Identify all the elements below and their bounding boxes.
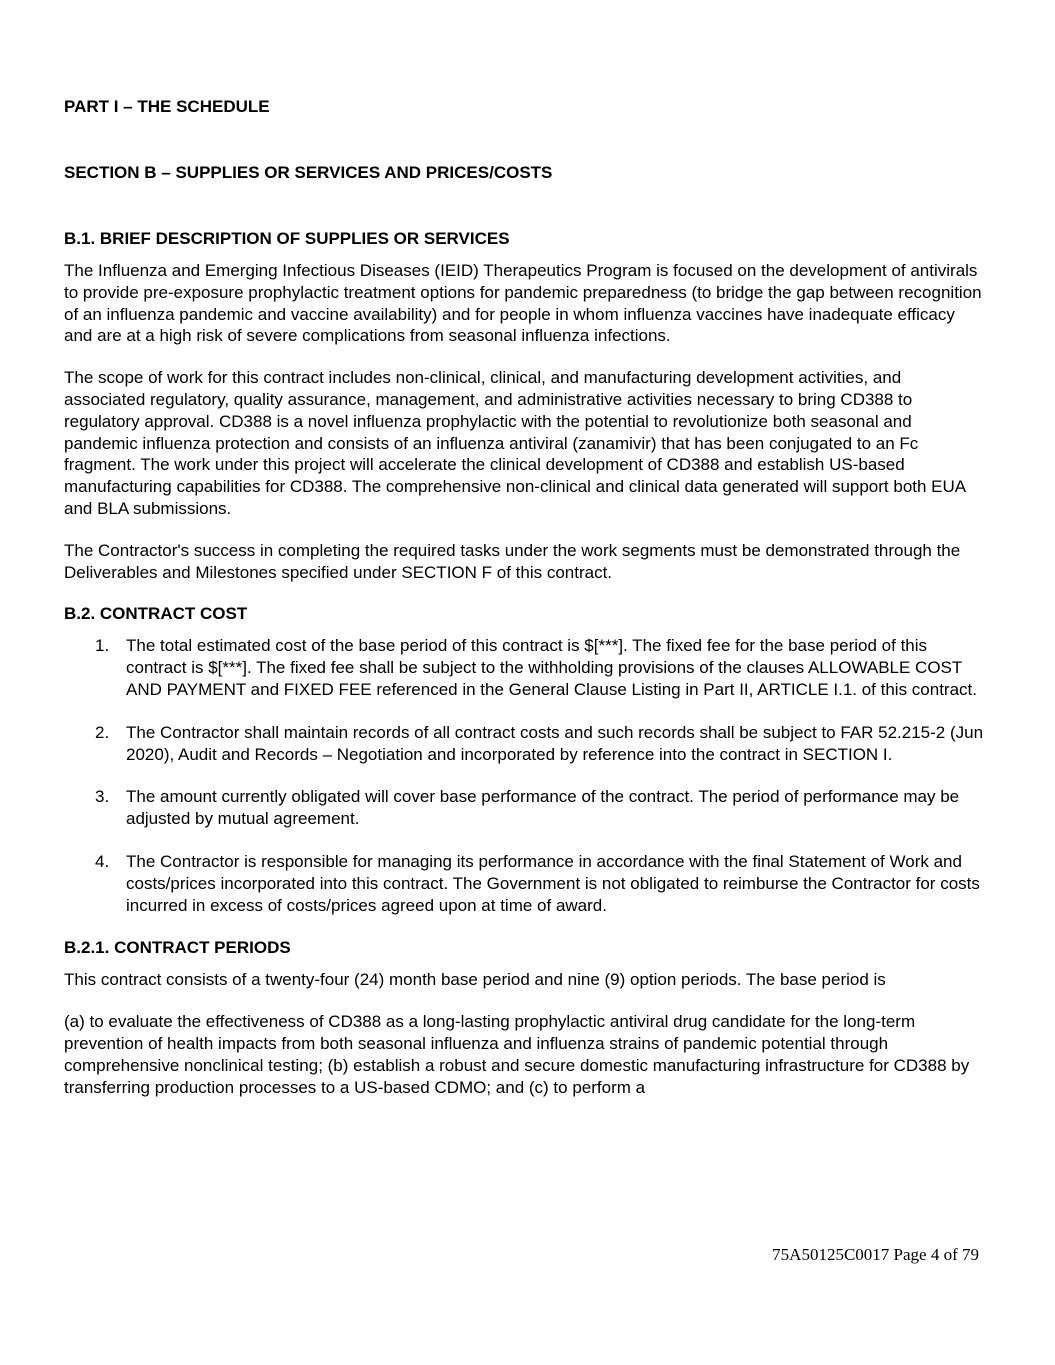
list-text: The Contractor shall maintain records of all contract costs and such records shall be subject to FAR 52.215-2 (Jun 2020), Audit and Records – Negotiation and incorporated by reference into the contract in SECTION I.	[126, 722, 984, 764]
b2-list	[64, 635, 986, 916]
list-number: 2.	[95, 722, 110, 742]
document-page	[64, 96, 986, 1118]
b21-paragraph: This contract consists of a twenty-four (24) month base period and nine (9) option periods. The base period is	[64, 970, 886, 990]
list-number: 3.	[95, 787, 110, 807]
page-footer: 75A50125C0017 Page 4 of 79	[772, 1245, 979, 1264]
list-item	[64, 851, 986, 916]
list-number: 1.	[95, 636, 110, 656]
section-title: SECTION B – SUPPLIES OR SERVICES AND PRICES/COSTS	[64, 163, 553, 182]
list-text: The Contractor is responsible for managing its performance in accordance with the final Statement of Work and costs/prices incorporated into this contract. The Government is not obligated to reimburse the Contractor for costs incurred in excess of costs/prices agreed upon at time of award.	[126, 851, 980, 915]
b1-paragraph: The Influenza and Emerging Infectious Diseases (IEID) Therapeutics Program is focused on the development of antivirals to provide pre-exposure prophylactic treatment options for pandemic preparedness (to bridge the gap between recognition of an influenza pandemic and vaccine availability) and for people in whom influenza vaccines have inadequate efficacy and are at a high risk of severe complications from seasonal influenza infections.	[64, 261, 982, 346]
list-number: 4.	[95, 851, 110, 871]
b2-heading: B.2. CONTRACT COST	[64, 604, 248, 624]
list-text: The total estimated cost of the base period of this contract is $[***]. The fixed fee for the base period of this contract is $[***]. The fixed fee shall be subject to the withholding provisions of the clauses ALLOWABLE COST AND PAYMENT and FIXED FEE referenced in the General Clause Listing in Part II, ARTICLE I.1. of this contract.	[126, 636, 977, 699]
b1-paragraph: The scope of work for this contract includes non-clinical, clinical, and manufacturing development activities, and associated regulatory, quality assurance, management, and administrative activities necessary to bring CD388 to regulatory approval. CD388 is a novel influenza prophylactic with the potential to revolutionize both seasonal and pandemic influenza protection and consists of an influenza antiviral (zanamivir) that has been conjugated to an Fc fragment. The work under this project will accelerate the clinical development of CD388 and establish US-based manufacturing capabilities for CD388. The comprehensive non-clinical and clinical data generated will support both EUA and BLA submissions.	[64, 368, 966, 518]
part-title: PART I – THE SCHEDULE	[64, 97, 270, 116]
list-text: The amount currently obligated will cover base performance of the contract. The period of performance may be adjusted by mutual agreement.	[126, 787, 960, 829]
list-item	[64, 635, 986, 700]
b21-paragraph: (a) to evaluate the effectiveness of CD388 as a long-lasting prophylactic antiviral drug candidate for the long-term prevention of health impacts from both seasonal influenza and influenza strains of pandemic potential through comprehensive nonclinical testing; (b) establish a robust and secure domestic manufacturing infrastructure for CD388 by transferring production processes to a US-based CDMO; and (c) to perform a	[64, 1012, 970, 1097]
b1-paragraph: The Contractor's success in completing the required tasks under the work segments must be demonstrated through the Deliverables and Milestones specified under SECTION F of this contract.	[64, 540, 961, 582]
b21-heading: B.2.1. CONTRACT PERIODS	[64, 938, 291, 958]
list-item	[64, 786, 986, 830]
list-item	[64, 722, 986, 766]
b1-heading: B.1. BRIEF DESCRIPTION OF SUPPLIES OR SERVICES	[64, 229, 510, 248]
